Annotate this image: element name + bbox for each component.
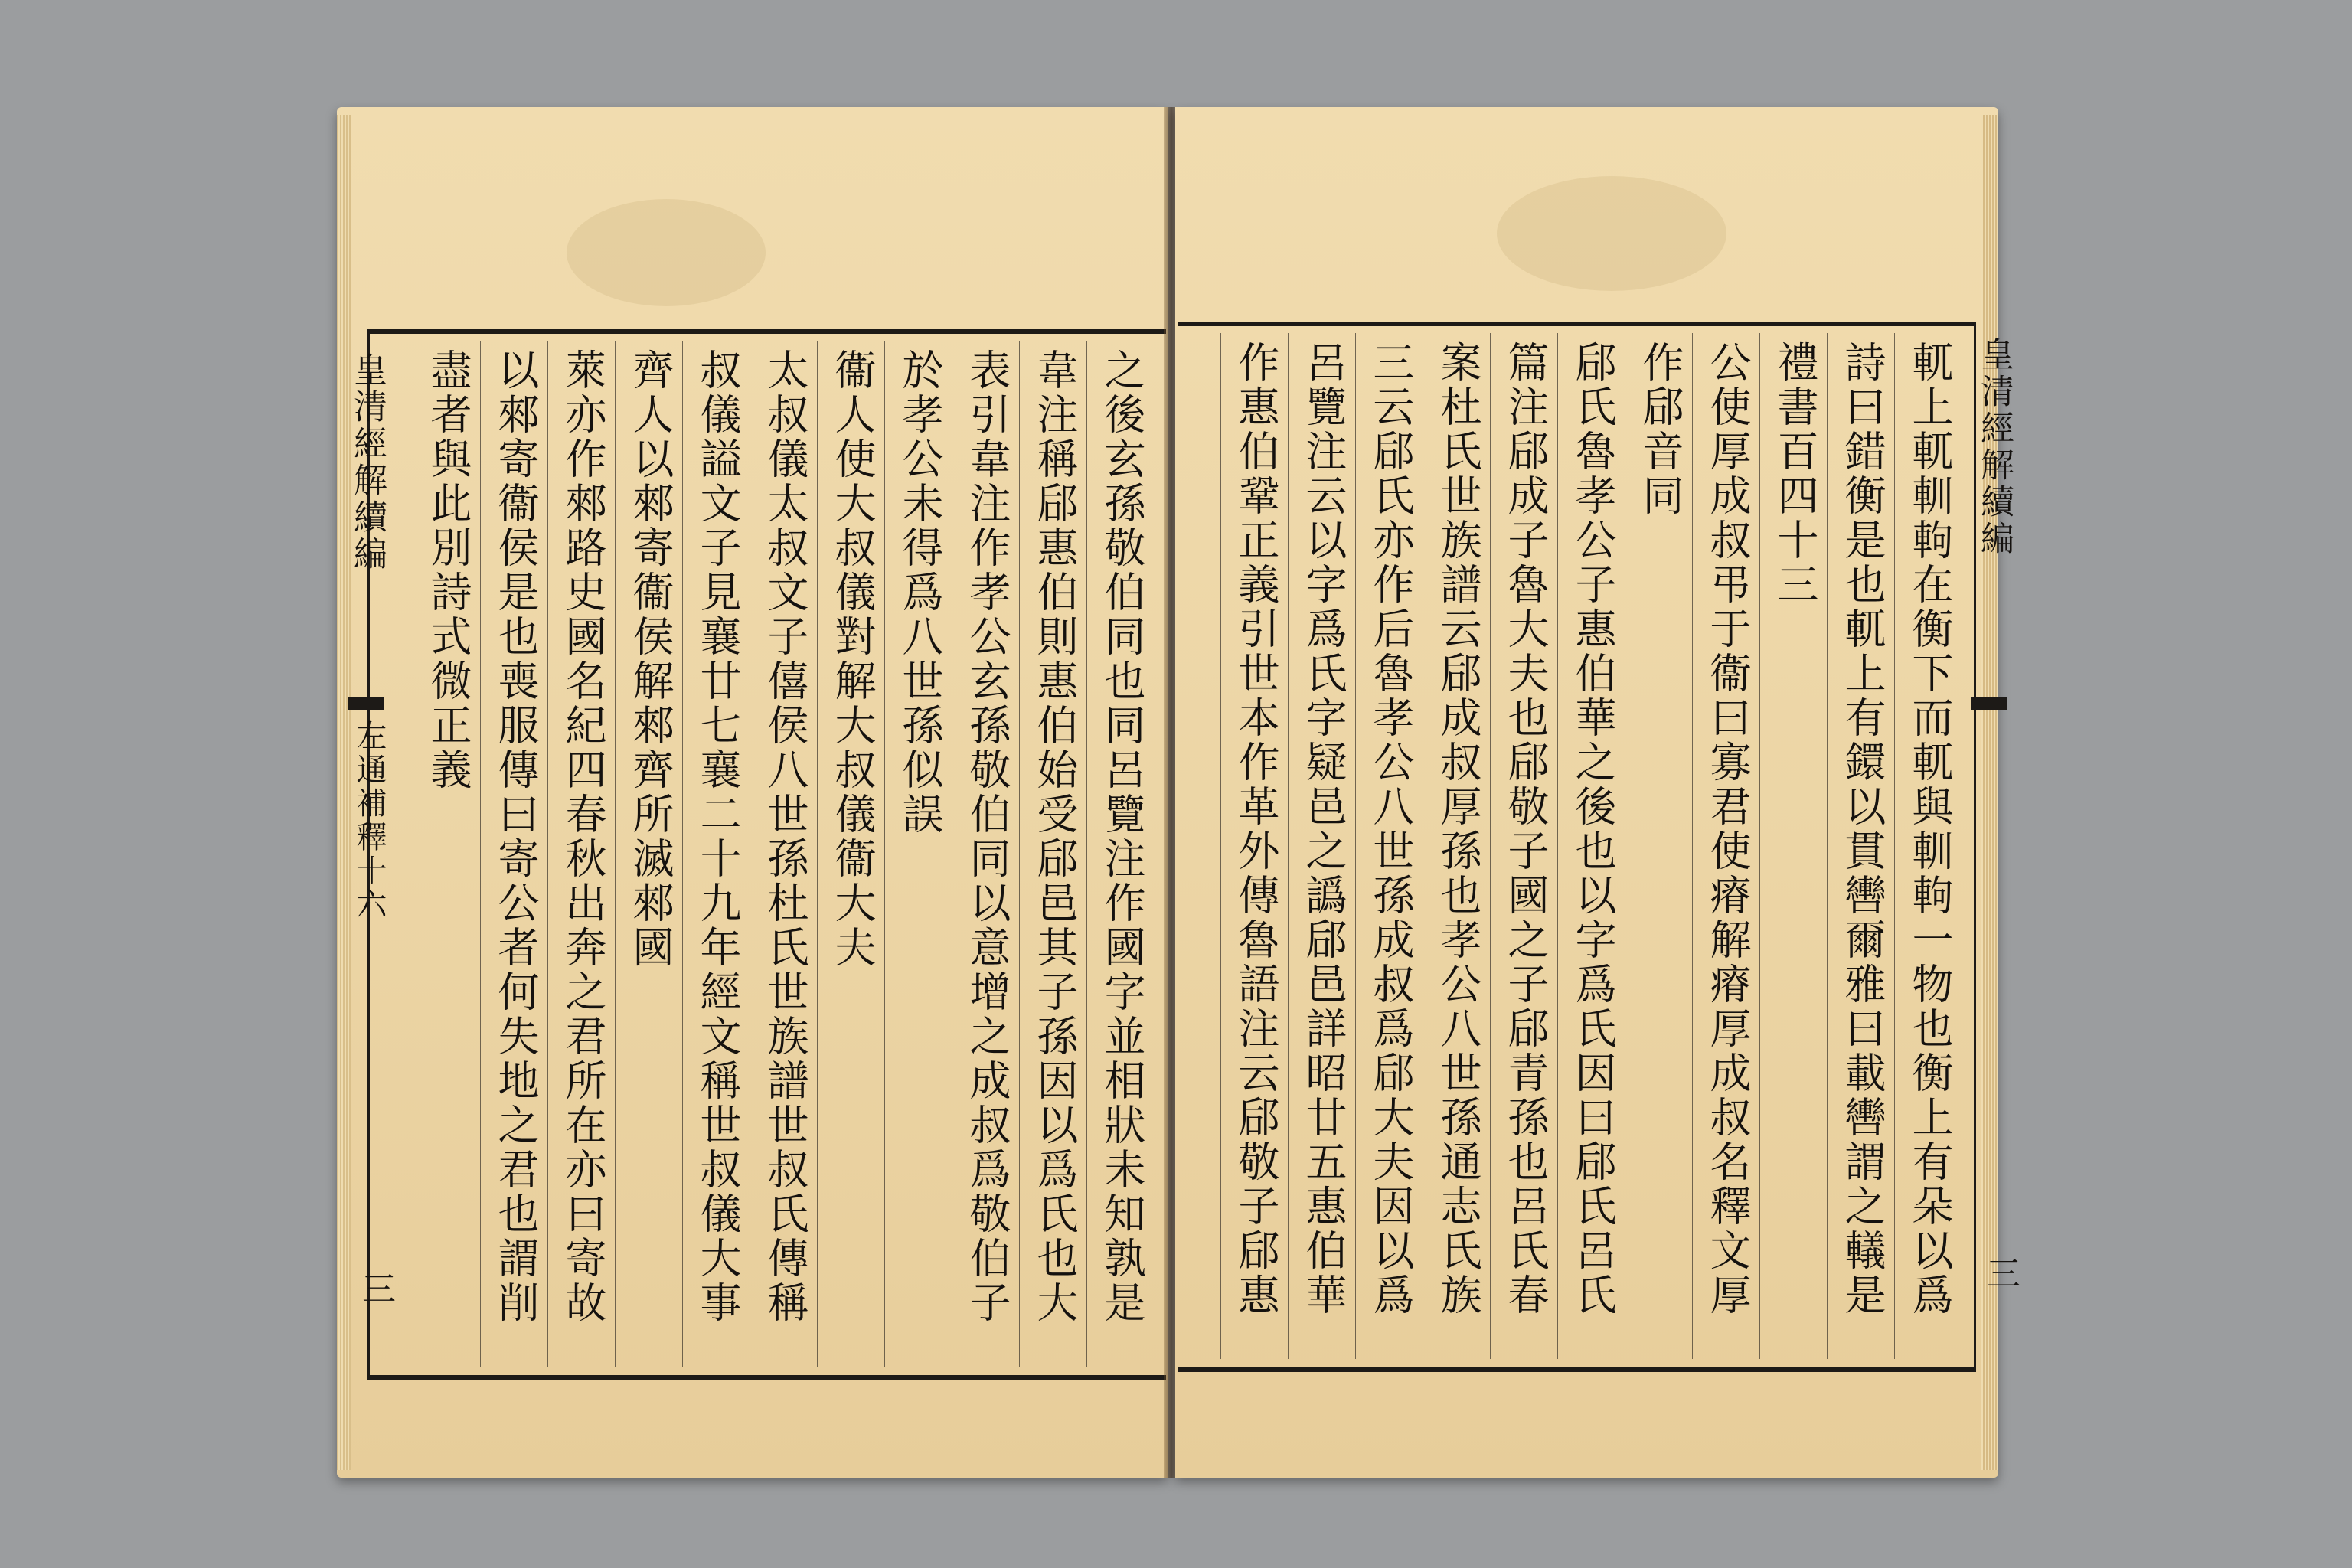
- right-page-column: 公使厚成叔弔于衞曰寡君使瘠解瘠厚成叔名釋文厚: [1704, 341, 1752, 1318]
- right-page-column: 作郈音同: [1636, 341, 1684, 518]
- left-page-column: 齊人以郲寄衞侯解郲齊所滅郲國: [626, 348, 675, 970]
- column-rule: [547, 341, 548, 1367]
- right-page-column: 篇注郈成子魯大夫也郈敬子國之子郈青孫也呂氏春: [1501, 341, 1550, 1318]
- left-page-column: 於孝公未得爲八世孫似誤: [896, 348, 944, 837]
- right-page: [1175, 107, 2020, 1478]
- left-page-column: 衞人使大叔儀對解大叔儀衞大夫: [828, 348, 877, 970]
- column-rule: [1759, 333, 1760, 1359]
- left-header-title: 皇清經解續編: [348, 352, 387, 573]
- column-rule: [1557, 333, 1558, 1359]
- right-page-column: 軏上軏䡅軥在衡下而軏與䡅軥一物也衡上有朵以爲: [1906, 341, 1954, 1318]
- right-page-column: 三云郈氏亦作后魯孝公八世孫成叔爲郈大夫因以爲: [1367, 341, 1415, 1318]
- column-rule: [817, 341, 818, 1367]
- column-rule: [884, 341, 885, 1367]
- column-rule: [1288, 333, 1289, 1359]
- column-rule: [682, 341, 683, 1367]
- left-header-subtitle: 左通補釋十六: [351, 720, 387, 922]
- right-page-column: 詩曰錯衡是也軏上有鐶以貫轡爾雅曰載轡謂之轙是: [1838, 341, 1886, 1318]
- right-page-number: 三: [1981, 1256, 2020, 1289]
- column-rule: [1490, 333, 1491, 1359]
- column-rule: [1894, 333, 1895, 1359]
- right-fish-tail: [1971, 697, 2007, 710]
- left-page-number: 三: [356, 1271, 395, 1305]
- right-header-title: 皇清經解續編: [1975, 337, 2014, 557]
- left-page-column: 韋注稱郈惠伯則惠伯始受郈邑其子孫因以爲氏也大: [1031, 348, 1079, 1325]
- column-rule: [1827, 333, 1828, 1359]
- column-rule: [1019, 341, 1020, 1367]
- left-page: [337, 107, 1168, 1478]
- right-page-column: 禮書百四十三: [1771, 341, 1819, 607]
- column-rule: [1086, 341, 1087, 1367]
- right-page-column: 作惠伯鞏正義引世本作革外傳魯語注云郈敬子郈惠: [1232, 341, 1280, 1318]
- right-page-column: 郈氏魯孝公子惠伯華之後也以字爲氏因曰郈氏呂氏: [1569, 341, 1617, 1318]
- left-page-column: 盡者與此別詩式微正義: [424, 348, 472, 792]
- left-page-column: 叔儀謚文子見襄廿七襄二十九年經文稱世叔儀大事: [694, 348, 742, 1325]
- left-fish-tail: [348, 697, 384, 710]
- left-page-column: 表引韋注作孝公玄孫敬伯同以意增之成叔爲敬伯子: [963, 348, 1011, 1325]
- left-page-column: 萊亦作郲路史國名紀四春秋出奔之君所在亦曰寄故: [559, 348, 607, 1325]
- left-page-column: 之後玄孫敬伯同也同呂覽注作國字並相狀未知孰是: [1098, 348, 1146, 1325]
- column-rule: [1692, 333, 1693, 1359]
- right-page-column: 呂覽注云以字爲氏字疑邑之譌郈邑詳昭廿五惠伯華: [1299, 341, 1348, 1318]
- column-rule: [480, 341, 481, 1367]
- column-rule: [1220, 333, 1221, 1359]
- column-rule: [1355, 333, 1356, 1359]
- left-page-column: 太叔儀太叔文子僖侯八世孫杜氏世族譜世叔氏傳稱: [761, 348, 809, 1325]
- right-page-column: 案杜氏世族譜云郈成叔厚孫也孝公八世孫通志氏族: [1434, 341, 1482, 1318]
- column-rule: [615, 341, 616, 1367]
- open-book: [337, 107, 2020, 1478]
- left-page-column: 以郲寄衞侯是也喪服傳曰寄公者何失地之君也謂削: [492, 348, 540, 1325]
